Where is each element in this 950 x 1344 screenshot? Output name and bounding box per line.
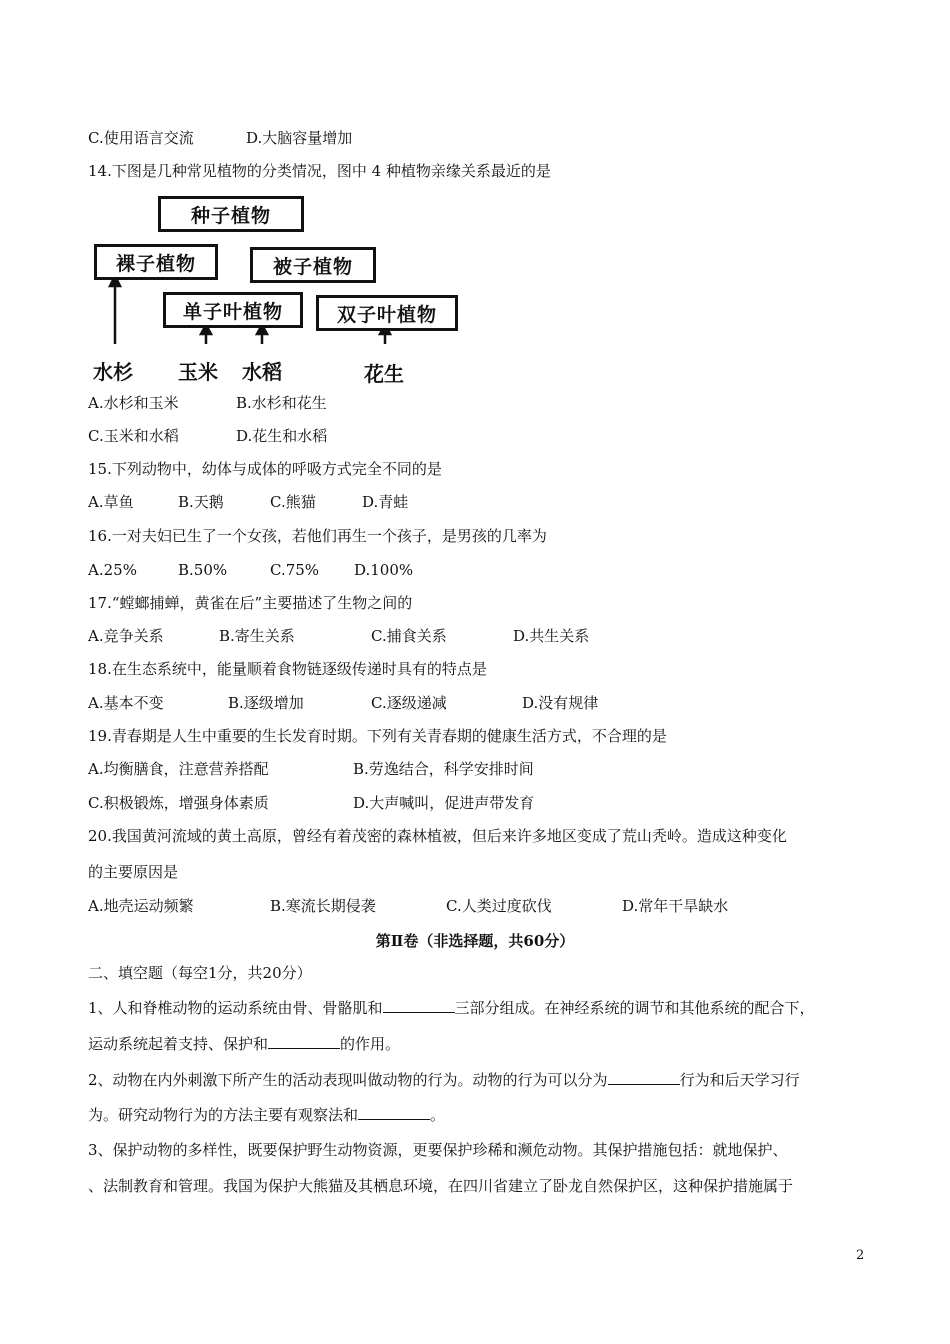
q20-option-c: C.人类过度砍伐 [446, 897, 552, 915]
fill1-line1 [88, 997, 815, 1018]
fill1-blank-2[interactable] [268, 1033, 340, 1049]
fill1-line2 [88, 1033, 400, 1054]
q16-options [88, 560, 413, 580]
q18-option-c: C.逐级递减 [371, 694, 447, 712]
fill1-text-a: 1、人和脊椎动物的运动系统由骨、骨骼肌和 [88, 999, 383, 1017]
fill2-text-a: 2、动物在内外刺激下所产生的活动表现叫做动物的行为。动物的行为可以分为 [88, 1071, 608, 1089]
q17-option-c: C.捕食关系 [371, 627, 447, 645]
node-dicots: 双子叶植物 [316, 295, 458, 331]
q14-options-ab [88, 393, 327, 413]
q20-option-b: B.寒流长期侵袭 [270, 897, 376, 915]
q18-options [88, 693, 598, 713]
q16-option-a: A.25% [88, 561, 137, 579]
q17-stem: 17.“螳螂捕蝉，黄雀在后”主要描述了生物之间的 [88, 594, 413, 612]
q15-option-b: B.天鹅 [178, 493, 224, 511]
q16-stem: 16.一对夫妇已生了一个女孩，若他们再生一个孩子，是男孩的几率为 [88, 527, 547, 545]
q18-option-b: B.逐级增加 [228, 694, 304, 712]
q13-option-c: C.使用语言交流 [88, 129, 194, 147]
q18-option-d: D.没有规律 [522, 694, 599, 712]
q15-options [88, 492, 408, 512]
q20-option-a: A.地壳运动频繁 [88, 897, 194, 915]
q20-options [88, 896, 728, 916]
q15-option-a: A.草鱼 [88, 493, 134, 511]
q15-stem: 15.下列动物中，幼体与成体的呼吸方式完全不同的是 [88, 460, 442, 478]
q19-option-d: D.大声喊叫，促进声带发育 [353, 794, 535, 812]
fill2-text-d: 。 [430, 1106, 446, 1124]
q15-option-c: C.熊猫 [270, 493, 316, 511]
fill2-blank-1[interactable] [608, 1069, 680, 1085]
q20-stem-line2: 的主要原因是 [88, 863, 179, 881]
page-number: 2 [856, 1248, 865, 1263]
part2-heading: 第Ⅱ卷（非选择题，共60分） [375, 932, 575, 950]
q14-stem: 14.下图是几种常见植物的分类情况，图中 4 种植物亲缘关系最近的是 [88, 162, 551, 180]
q14-option-d: D.花生和水稻 [236, 427, 328, 445]
leaf-shuishan: 水杉 [93, 360, 133, 384]
section2-title: 二、填空题（每空1分，共20分） [88, 964, 312, 982]
q18-option-a: A.基本不变 [88, 694, 164, 712]
q19-option-c: C.积极锻炼，增强身体素质 [88, 794, 269, 812]
q20-option-d: D.常年干旱缺水 [622, 897, 729, 915]
q14-options-cd [88, 426, 327, 446]
fill3-line2: 、法制教育和管理。我国为保护大熊猫及其栖息环境，在四川省建立了卧龙自然保护区，这种保护措施属于 [88, 1177, 794, 1195]
q19-option-a: A.均衡膳食，注意营养搭配 [88, 760, 269, 778]
fill2-line2 [88, 1104, 445, 1125]
q19-stem: 19.青春期是人生中重要的生长发育时期。下列有关青春期的健康生活方式，不合理的是 [88, 727, 667, 745]
leaf-yumi: 玉米 [178, 360, 218, 384]
fill1-blank-1[interactable] [383, 997, 455, 1013]
fill1-text-b: 三部分组成。在神经系统的调节和其他系统的配合下， [454, 999, 815, 1017]
q16-option-b: B.50% [178, 561, 228, 579]
q16-option-d: D.100% [354, 561, 414, 579]
q19-options-cd [88, 793, 534, 813]
q13-option-d: D.大脑容量增加 [246, 129, 353, 147]
leaf-huasheng: 花生 [364, 362, 404, 386]
q14-option-a: A.水杉和玉米 [88, 394, 179, 412]
classification-diagram [0, 0, 950, 400]
fill2-line1 [88, 1069, 800, 1090]
fill1-text-c: 运动系统起着支持、保护和 [88, 1035, 269, 1053]
q17-option-d: D.共生关系 [513, 627, 590, 645]
q19-options-ab [88, 759, 534, 779]
diagram-connectors [0, 0, 950, 400]
node-gymnosperms: 裸子植物 [94, 244, 218, 280]
fill3-line1: 3、保护动物的多样性，既要保护野生动物资源，更要保护珍稀和濒危动物。其保护措施包括：就地保护、 [88, 1141, 788, 1159]
fill2-blank-2[interactable] [358, 1104, 430, 1120]
q17-options [88, 626, 589, 646]
q20-stem-line1: 20.我国黄河流域的黄土高原，曾经有着茂密的森林植被，但后来许多地区变成了荒山秃岭。造成这种变化 [88, 827, 787, 845]
q16-option-c: C.75% [270, 561, 320, 579]
q17-option-a: A.竞争关系 [88, 627, 164, 645]
q14-option-c: C.玉米和水稻 [88, 427, 179, 445]
fill2-text-b: 行为和后天学习行 [679, 1071, 800, 1089]
fill2-text-c: 为。研究动物行为的方法主要有观察法和 [88, 1106, 359, 1124]
q15-option-d: D.青蛙 [362, 493, 409, 511]
q17-option-b: B.寄生关系 [219, 627, 295, 645]
q14-option-b: B.水杉和花生 [236, 394, 327, 412]
node-seed-plants: 种子植物 [158, 196, 304, 232]
node-angiosperms: 被子植物 [250, 247, 376, 283]
leaf-shuidao: 水稻 [242, 360, 282, 384]
q19-option-b: B.劳逸结合，科学安排时间 [353, 760, 534, 778]
fill1-text-d: 的作用。 [340, 1035, 401, 1053]
q18-stem: 18.在生态系统中，能量顺着食物链逐级传递时具有的特点是 [88, 660, 487, 678]
node-monocots: 单子叶植物 [163, 292, 303, 328]
